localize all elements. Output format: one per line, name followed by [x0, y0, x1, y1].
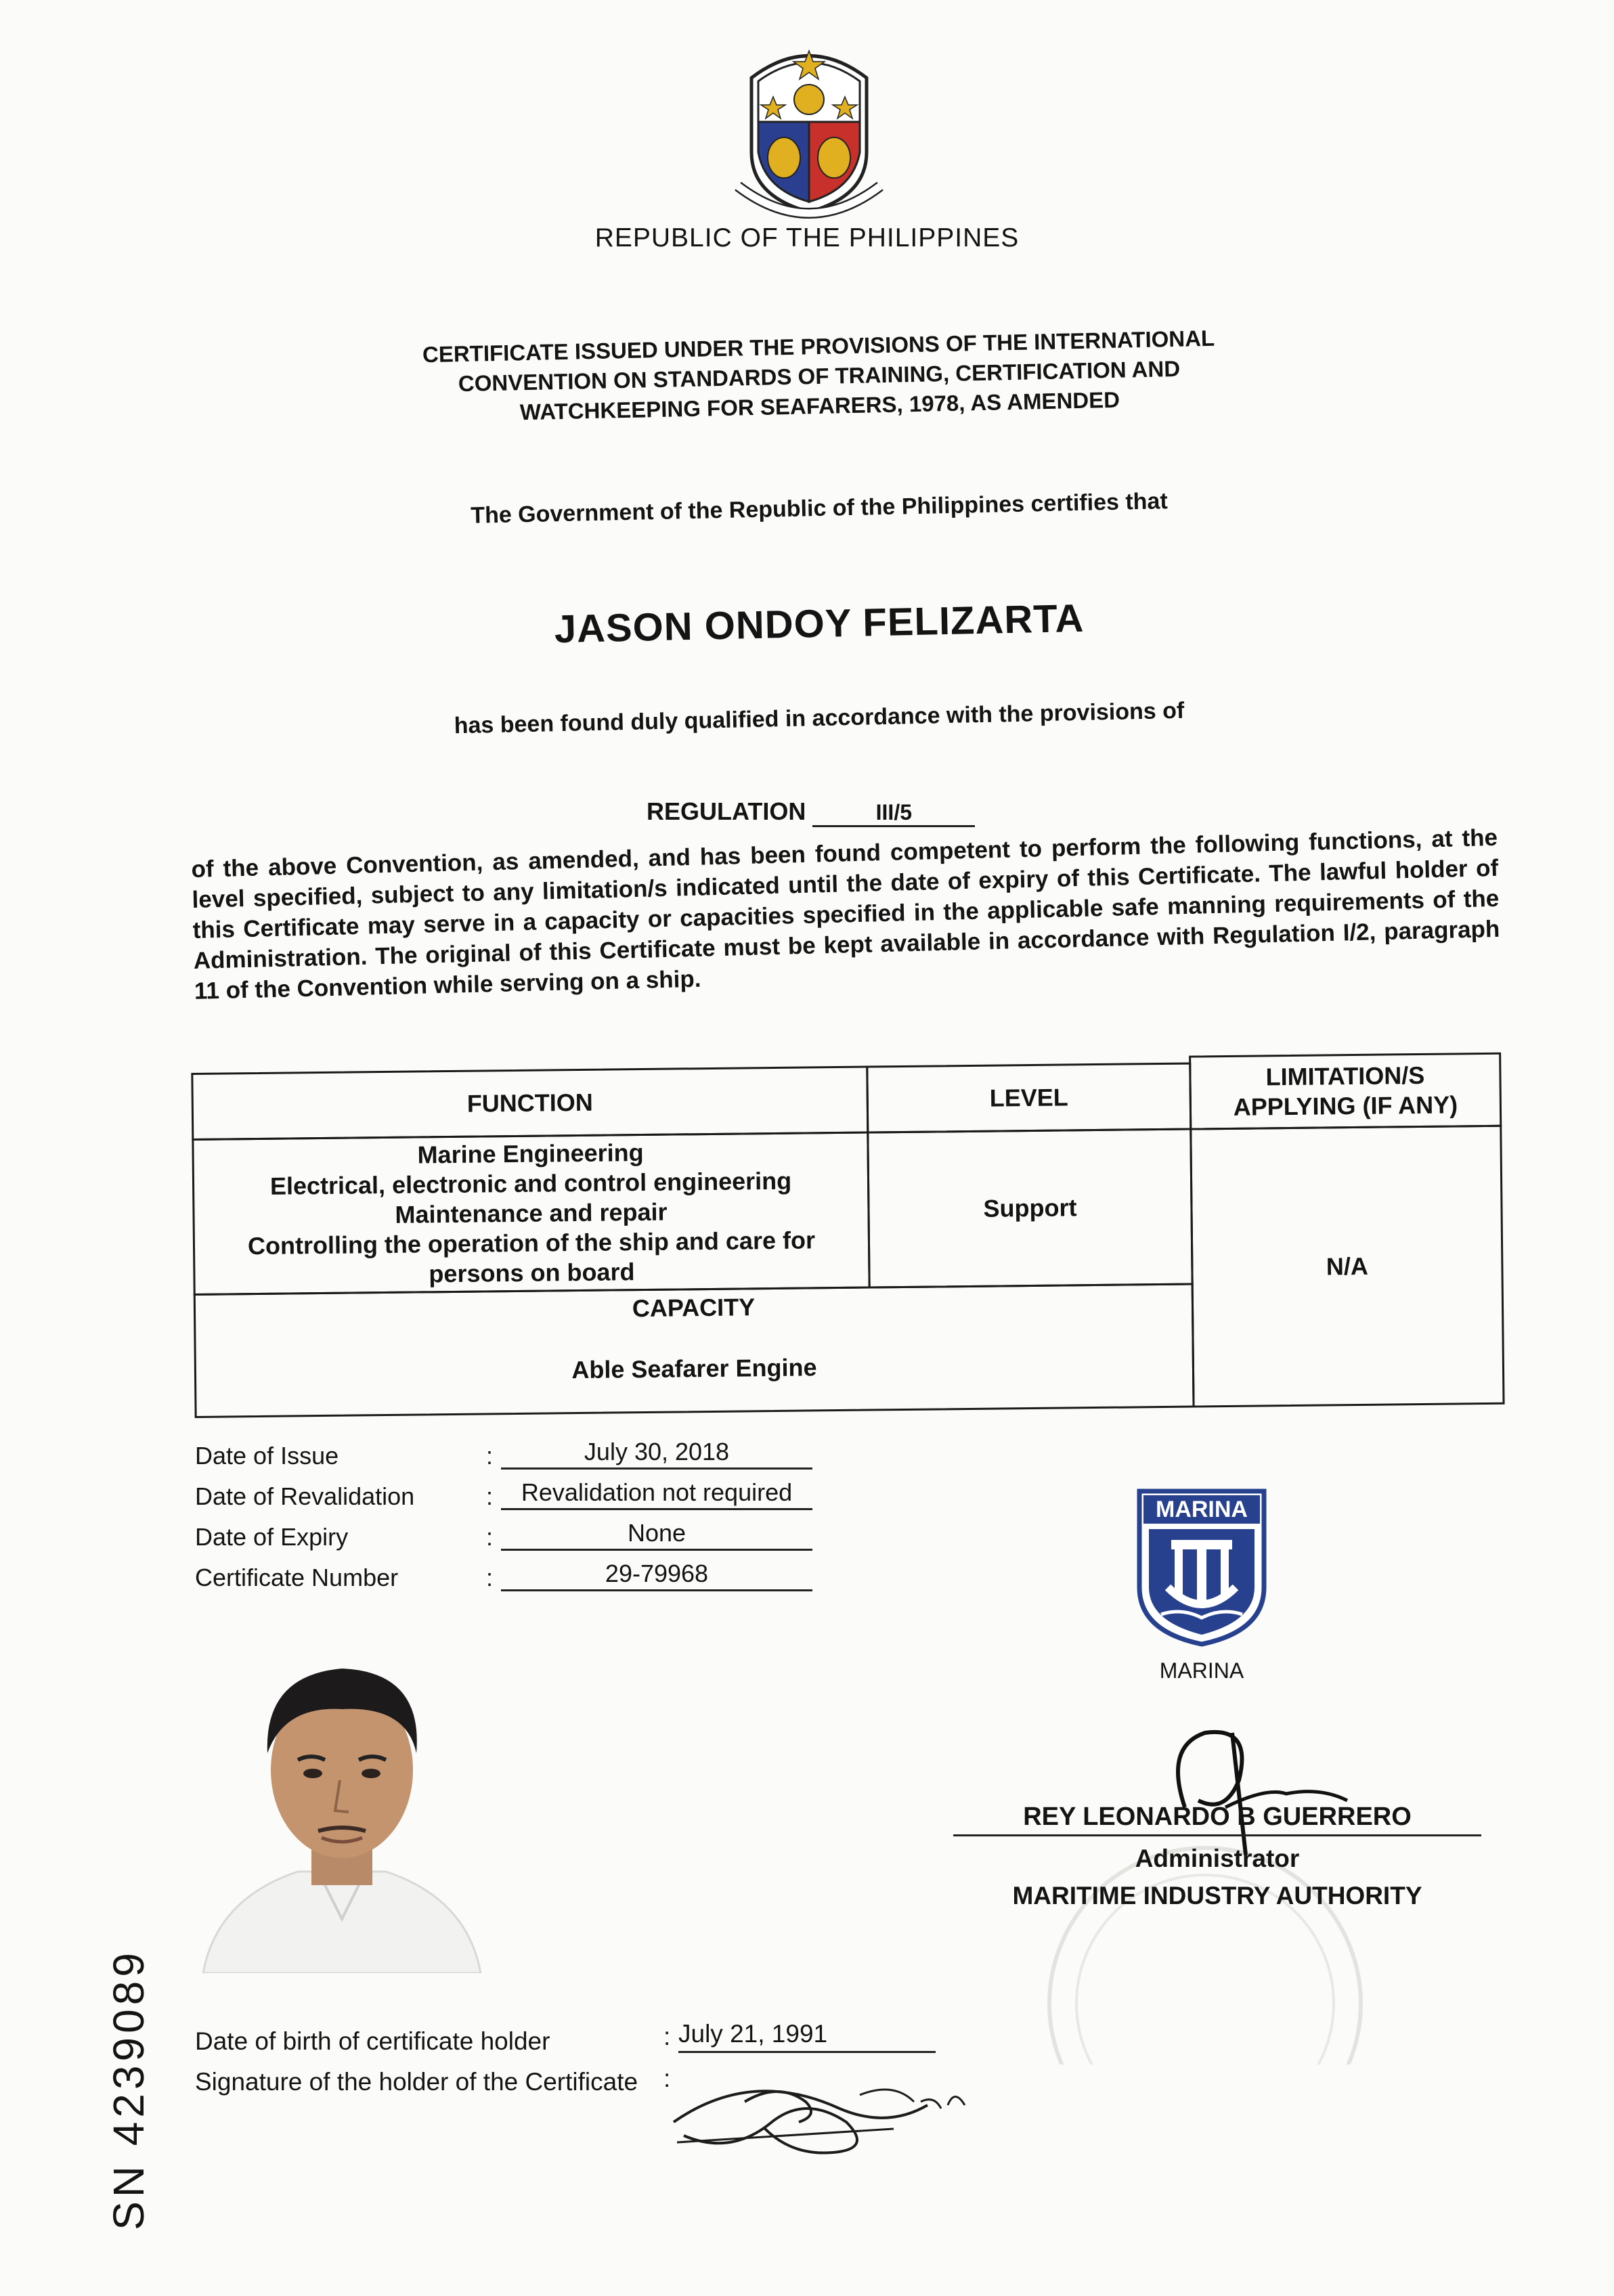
regulation — [647, 797, 975, 827]
marina-caption: MARINA — [1159, 1658, 1244, 1683]
date-of-issue-value: July 30, 2018 — [501, 1438, 812, 1470]
function-table — [191, 1039, 1505, 1418]
marina-logo-text: MARINA — [1156, 1497, 1248, 1522]
date-of-revalidation-value: Revalidation not required — [501, 1478, 812, 1510]
limitations-header: LIMITATION/S APPLYING (IF ANY) — [1189, 1053, 1502, 1130]
regulation-value: III/5 — [812, 800, 975, 827]
detail-row-issue: Date of Issue : July 30, 2018 — [195, 1435, 872, 1476]
dob-value: July 21, 1991 — [678, 2020, 936, 2053]
dob-label: Date of birth of certificate holder — [195, 2027, 550, 2055]
detail-row-revalidation: Date of Revalidation : Revalidation not required — [195, 1476, 872, 1516]
date-of-expiry-value: None — [501, 1519, 812, 1551]
function-item: Marine Engineering — [417, 1139, 644, 1169]
marina-logo — [1134, 1486, 1269, 1648]
detail-label: Date of Issue — [195, 1442, 339, 1470]
certificate-heading — [378, 322, 1260, 430]
country-title: REPUBLIC OF THE PHILIPPINES — [594, 223, 1020, 252]
serial-number: SN 4239089 — [104, 1949, 153, 2230]
holder-signature-colon: : — [663, 2065, 671, 2092]
holder-name: JASON ONDOY FELIZARTA — [554, 596, 1085, 652]
dry-seal — [1002, 1841, 1408, 2065]
competence-paragraph: of the above Convention, as amended, and has been found competent to perform the following functions, at the level specified, subject to any limitation/s indicated until the date of expiry of this Certificate. The lawful holder of this Certificate may serve in a capacity or capacities specified in the applicable safe manning requirements of the Administration. The original of this Certificate must be kept available in accordance with Regulation I/2, paragraph 11 of the Convention while serving on a ship. — [191, 824, 1500, 1005]
level-cell: Support — [867, 1128, 1193, 1289]
detail-label: Date of Expiry — [195, 1523, 349, 1551]
capacity-label: CAPACITY — [632, 1293, 756, 1323]
official-title: Administrator — [1135, 1845, 1300, 1872]
level-header: LEVEL — [866, 1063, 1192, 1134]
philippine-seal — [724, 37, 894, 223]
holder-signature — [670, 2041, 988, 2163]
detail-row-expiry: Date of Expiry : None — [195, 1516, 872, 1557]
regulation-label: REGULATION — [647, 797, 806, 825]
function-item: Electrical, electronic and control engineering — [269, 1166, 792, 1200]
capacity-value: Able Seafarer Engine — [571, 1353, 817, 1384]
heading-line-2: CONVENTION ON STANDARDS OF TRAINING, CERTIFICATION AND — [458, 355, 1181, 397]
holder-photo — [190, 1635, 494, 1973]
function-item: Controlling the operation of the ship and care for persons on board — [247, 1226, 816, 1288]
detail-label: Certificate Number — [195, 1564, 399, 1591]
official-name: REY LEONARDO B GUERRERO — [953, 1803, 1481, 1836]
capacity-cell — [194, 1283, 1195, 1418]
qualified-line: has been found duly qualified in accordance with the provisions of — [454, 697, 1185, 739]
dob-colon: : — [663, 2023, 671, 2050]
administrator-signature — [1144, 1706, 1415, 1861]
detail-row-number: Certificate Number : 29-79968 — [195, 1557, 872, 1597]
heading-line-3: WATCHKEEPING FOR SEAFARERS, 1978, AS AMENDED — [519, 387, 1120, 425]
limitations-cell: N/A — [1190, 1125, 1504, 1408]
detail-label: Date of Revalidation — [195, 1482, 415, 1510]
holder-signature-label: Signature of the holder of the Certificate — [195, 2068, 638, 2096]
function-header: FUNCTION — [191, 1066, 869, 1141]
agency-name: MARITIME INDUSTRY AUTHORITY — [1012, 1882, 1422, 1909]
heading-line-1: CERTIFICATE ISSUED UNDER THE PROVISIONS OF THE INTERNATIONAL — [422, 325, 1215, 368]
function-item: Maintenance and repair — [395, 1197, 668, 1229]
certificate-number-value: 29-79968 — [501, 1560, 812, 1591]
function-cell — [192, 1132, 870, 1296]
certifies-line: The Government of the Republic of the Philippines certifies that — [470, 488, 1169, 529]
